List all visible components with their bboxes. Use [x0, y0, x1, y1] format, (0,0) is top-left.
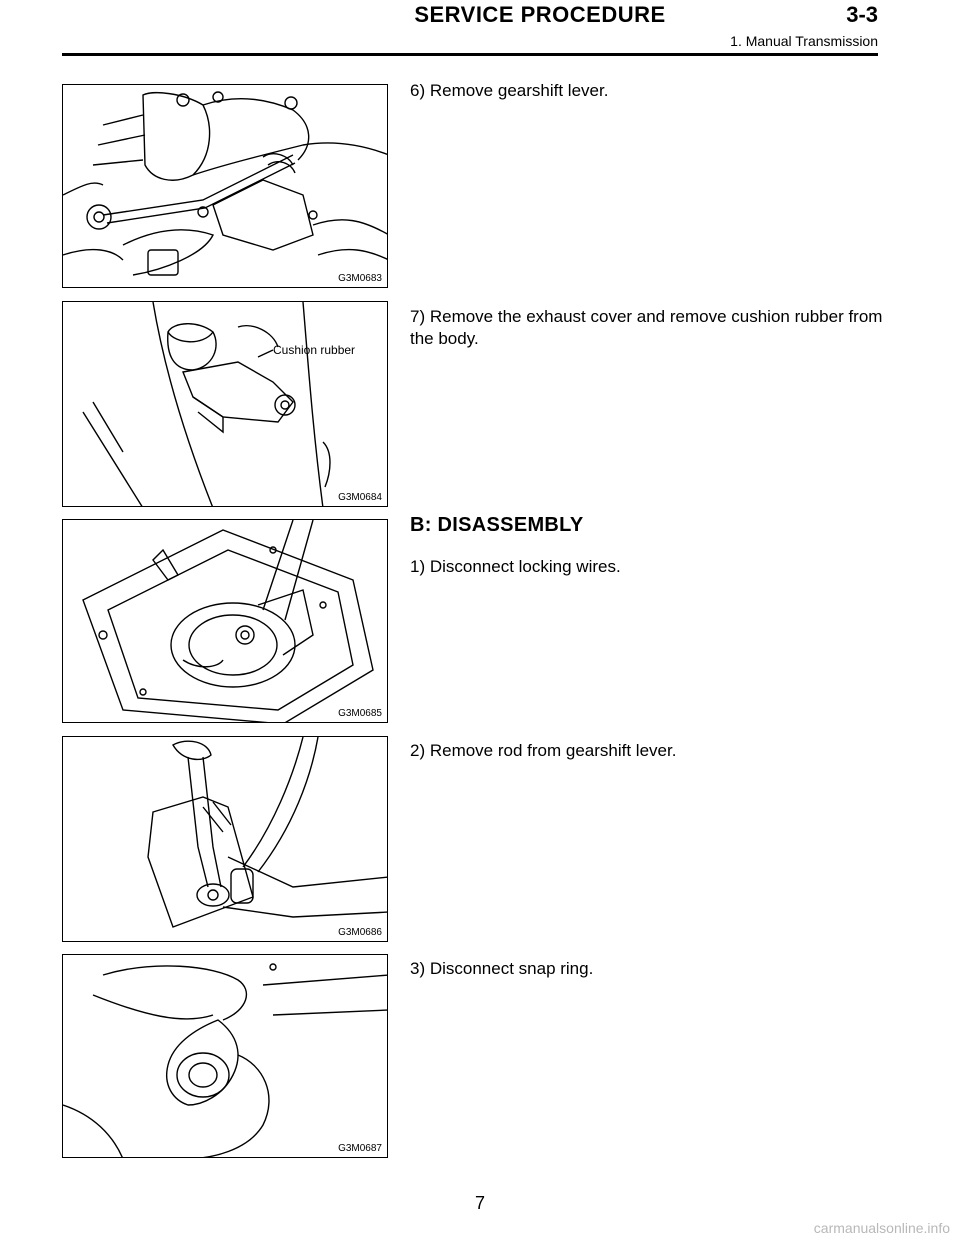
figure-id-label: G3M0686 [338, 927, 382, 938]
snap-ring-illustration [63, 955, 388, 1158]
header-rule [62, 53, 878, 56]
step-remove-gearshift-lever: 6) Remove gearshift lever. [410, 81, 609, 100]
figure-cushion-rubber [62, 301, 388, 507]
rod-removal-illustration [63, 737, 388, 942]
header-title: SERVICE PROCEDURE [414, 2, 666, 27]
section-heading-disassembly: B: DISASSEMBLY [410, 514, 584, 536]
header-section-number: 3-3 [846, 2, 878, 27]
gearshift-lever-illustration [63, 85, 388, 288]
page-number: 7 [474, 1193, 485, 1213]
step-remove-exhaust-cover: 7) Remove the exhaust cover and remove cushion rubber from the body. [410, 307, 883, 348]
header-subtitle: 1. Manual Transmission [730, 33, 878, 49]
locking-wires-illustration [63, 520, 388, 723]
figure-id-label: G3M0687 [338, 1143, 382, 1154]
figure-id-label: G3M0684 [338, 492, 382, 503]
figure-snap-ring [62, 954, 388, 1158]
step-disconnect-snap-ring: 3) Disconnect snap ring. [410, 959, 594, 978]
figure-id-label: G3M0683 [338, 273, 382, 284]
step-remove-rod: 2) Remove rod from gearshift lever. [410, 741, 677, 760]
figure-gearshift-lever [62, 84, 388, 288]
figure-id-label: G3M0685 [338, 708, 382, 719]
callout-cushion-rubber: Cushion rubber [273, 343, 356, 357]
step-disconnect-locking-wires: 1) Disconnect locking wires. [410, 557, 621, 576]
figure-locking-wires [62, 519, 388, 723]
watermark: carmanualsonline.info [813, 1220, 950, 1236]
figure-rod-removal [62, 736, 388, 942]
cushion-rubber-illustration [63, 302, 388, 507]
